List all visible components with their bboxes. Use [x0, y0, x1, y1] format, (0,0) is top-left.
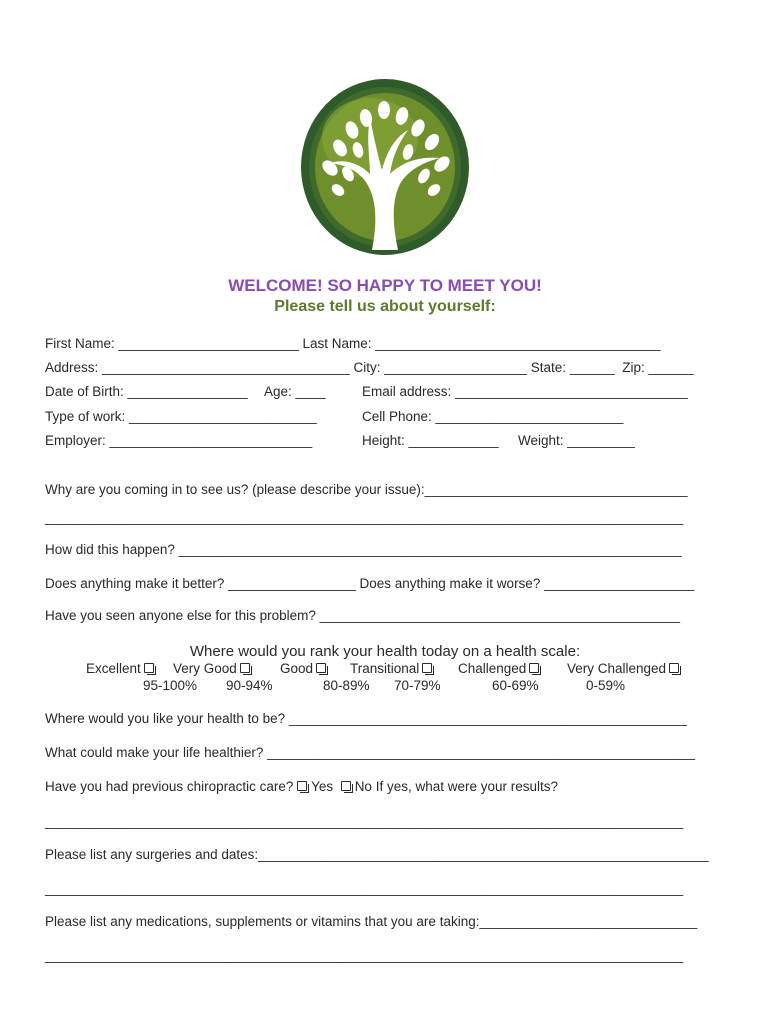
- scale-range-good: 80-89%: [323, 678, 370, 693]
- scale-range-very-challenged: 0-59%: [586, 678, 626, 693]
- surgeries-continuation-line[interactable]: _____________________________________________________________________________________: [45, 881, 684, 896]
- welcome-subtitle: Please tell us about yourself:: [274, 298, 496, 315]
- scale-range-excellent: 95-100%: [143, 678, 198, 693]
- chiropractic-results-line[interactable]: _____________________________________________________________________________________: [45, 814, 684, 829]
- chiropractic-care-question: Have you had previous chiropractic care? Yes No If yes, what were your results?: [45, 779, 559, 794]
- seen-anyone-else-field[interactable]: Have you seen anyone else for this problem? ________________________________________________: [45, 608, 681, 623]
- medications-continuation-line[interactable]: _____________________________________________________________________________________: [45, 948, 684, 963]
- medications-field[interactable]: Please list any medications, supplements or vitamins that you are taking:_____________________________: [45, 914, 698, 929]
- health-goal-field[interactable]: Where would you like your health to be? _____________________________________________________: [45, 711, 687, 726]
- chiropractic-no-option[interactable]: No If yes, what were your results?: [354, 779, 559, 794]
- email-field[interactable]: Email address: _______________________________: [362, 384, 688, 399]
- scale-option-very-challenged[interactable]: Very Challenged: [567, 661, 679, 677]
- checkbox-icon[interactable]: [316, 663, 326, 673]
- checkbox-icon[interactable]: [144, 663, 154, 673]
- checkbox-icon[interactable]: [341, 781, 351, 791]
- scale-range-transitional: 70-79%: [394, 678, 441, 693]
- tree-logo: [300, 78, 470, 256]
- checkbox-icon[interactable]: [422, 663, 432, 673]
- scale-option-transitional[interactable]: Transitional: [350, 661, 432, 677]
- welcome-title: WELCOME! SO HAPPY TO MEET YOU!: [228, 276, 542, 295]
- age-field[interactable]: Age: ____: [264, 384, 326, 399]
- tree-icon: [300, 78, 470, 256]
- why-coming-continuation-line[interactable]: _____________________________________________________________________________________: [45, 510, 684, 525]
- checkbox-icon[interactable]: [529, 663, 539, 673]
- checkbox-icon[interactable]: [297, 781, 307, 791]
- life-healthier-field[interactable]: What could make your life healthier? _________________________________________________________: [45, 745, 696, 760]
- health-scale-heading: Where would you rank your health today on a health scale:: [189, 643, 581, 660]
- chiropractic-yes-option[interactable]: Yes: [311, 779, 334, 794]
- date-of-birth-field[interactable]: Date of Birth: ________________: [45, 384, 248, 399]
- height-field[interactable]: Height: ____________: [362, 433, 499, 448]
- why-coming-field[interactable]: Why are you coming in to see us? (please describe your issue):___________________________________: [45, 482, 688, 497]
- checkbox-icon[interactable]: [240, 663, 250, 673]
- type-of-work-field[interactable]: Type of work: _________________________: [45, 409, 317, 424]
- weight-field[interactable]: Weight: _________: [518, 433, 635, 448]
- scale-option-excellent[interactable]: Excellent: [86, 661, 154, 677]
- employer-field[interactable]: Employer: ___________________________: [45, 433, 313, 448]
- how-happened-field[interactable]: How did this happen? ___________________________________________________________________: [45, 542, 682, 557]
- cell-phone-field[interactable]: Cell Phone: _________________________: [362, 409, 624, 424]
- scale-option-challenged[interactable]: Challenged: [458, 661, 539, 677]
- scale-option-very-good[interactable]: Very Good: [173, 661, 250, 677]
- first-last-name-field[interactable]: First Name: ________________________ Last Name: ______________________________________: [45, 336, 661, 351]
- address-city-state-zip-field[interactable]: Address: _________________________________ City: ___________________ State: ______ Zip: ______: [45, 360, 694, 375]
- checkbox-icon[interactable]: [669, 663, 679, 673]
- surgeries-field[interactable]: Please list any surgeries and dates:____________________________________________________________: [45, 847, 709, 862]
- scale-range-very-good: 90-94%: [226, 678, 273, 693]
- scale-range-challenged: 60-69%: [492, 678, 539, 693]
- scale-option-good[interactable]: Good: [280, 661, 326, 677]
- better-worse-field[interactable]: Does anything make it better? _________________ Does anything make it worse? ____________________: [45, 576, 695, 591]
